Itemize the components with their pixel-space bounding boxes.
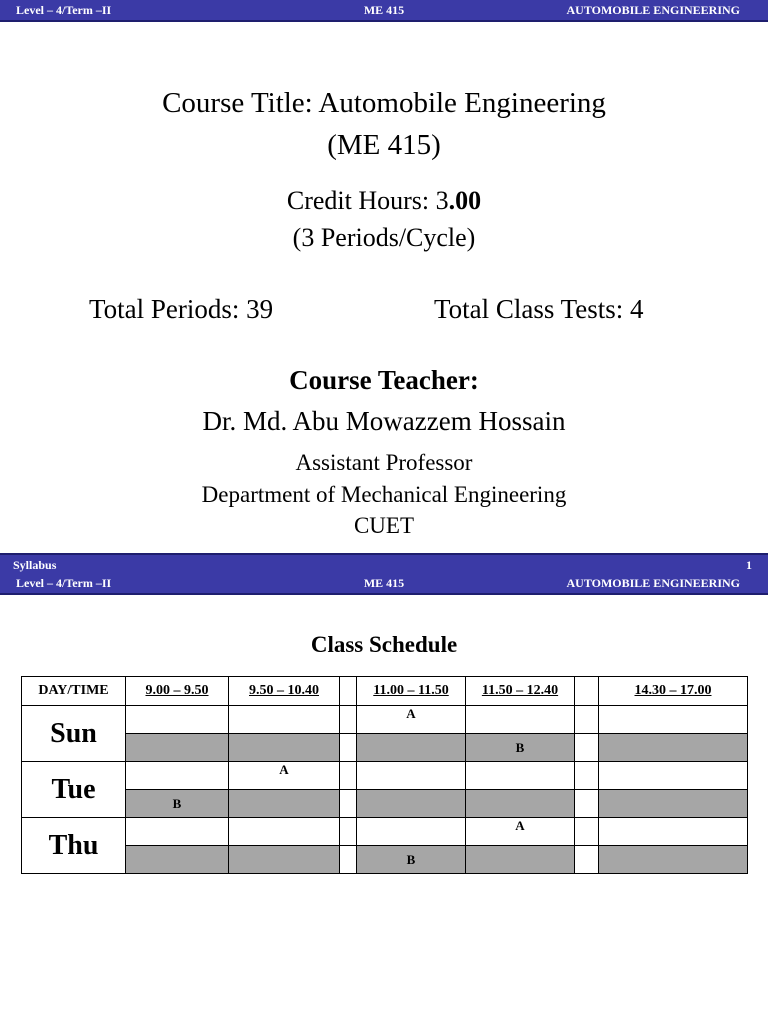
time-header (126, 677, 229, 706)
break-cell (340, 846, 357, 874)
schedule-row-tue-a (22, 762, 748, 790)
header-center: ME 415 (363, 3, 405, 17)
teacher-designation: Assistant Professor (295, 450, 473, 475)
schedule-title: Class Schedule (310, 632, 458, 657)
schedule-cell (599, 762, 748, 790)
schedule-cell: A (466, 818, 575, 846)
slide2-header-bar (0, 573, 768, 595)
class-schedule-table (21, 676, 748, 874)
schedule-cell (466, 762, 575, 790)
time-header (466, 677, 575, 706)
schedule-cell (126, 818, 229, 846)
break-cell (575, 734, 599, 762)
schedule-cell (229, 846, 340, 874)
schedule-cell (357, 790, 466, 818)
total-periods: Total Periods: 39 (89, 294, 274, 324)
break-cell (340, 818, 357, 846)
credit-hours (0, 185, 768, 217)
schedule-cell (126, 846, 229, 874)
break-cell (575, 677, 599, 706)
course-title-line1: Course Title: Automobile Engineering (162, 87, 606, 119)
day-label-tue: Tue (22, 762, 126, 818)
time-label: 11.00 – 11.50 (373, 683, 449, 698)
slide1-header-bar (0, 0, 768, 22)
header-left: Level – 4/Term –II (16, 576, 112, 590)
schedule-row-thu-a (22, 818, 748, 846)
course-teacher-heading: Course Teacher: (289, 365, 479, 395)
teacher-institution: CUET (353, 513, 415, 538)
schedule-row-sun-b (22, 734, 748, 762)
header-right: AUTOMOBILE ENGINEERING (566, 576, 740, 590)
page-number: 1 (746, 558, 752, 572)
schedule-cell (357, 734, 466, 762)
footer-left: Syllabus (13, 558, 57, 572)
break-cell (575, 762, 599, 790)
schedule-row-sun-a (22, 706, 748, 734)
schedule-cell (126, 706, 229, 734)
break-cell (575, 706, 599, 734)
schedule-cell: B (466, 734, 575, 762)
schedule-cell (466, 846, 575, 874)
day-label-sun: Sun (22, 706, 126, 762)
total-class-tests: Total Class Tests: 4 (434, 294, 644, 324)
header-left: Level – 4/Term –II (16, 3, 112, 17)
schedule-cell (599, 706, 748, 734)
course-title-line2: (ME 415) (327, 129, 441, 161)
time-label: 14.30 – 17.00 (634, 683, 712, 698)
corner-cell: DAY/TIME (22, 677, 126, 706)
time-label: 9.50 – 10.40 (249, 683, 319, 698)
break-cell (340, 790, 357, 818)
break-cell (340, 762, 357, 790)
schedule-cell (599, 790, 748, 818)
schedule-cell (599, 734, 748, 762)
schedule-cell: A (357, 706, 466, 734)
time-header (229, 677, 340, 706)
credit-hours-prefix: Credit Hours: 3 (286, 186, 449, 215)
schedule-row-thu-b (22, 846, 748, 874)
header-right: AUTOMOBILE ENGINEERING (566, 3, 740, 17)
break-cell (340, 706, 357, 734)
teacher-name: Dr. Md. Abu Mowazzem Hossain (202, 406, 566, 436)
schedule-header-row (22, 677, 748, 706)
credit-hours-decimal: .00 (448, 186, 482, 215)
break-cell (575, 790, 599, 818)
schedule-cell: A (229, 762, 340, 790)
schedule-row-tue-b (22, 790, 748, 818)
schedule-cell (229, 790, 340, 818)
periods-per-cycle: (3 Periods/Cycle) (292, 223, 476, 252)
break-cell (575, 818, 599, 846)
schedule-cell (466, 706, 575, 734)
schedule-cell (357, 762, 466, 790)
schedule-cell (229, 818, 340, 846)
schedule-cell (229, 706, 340, 734)
break-cell (340, 734, 357, 762)
schedule-cell (599, 846, 748, 874)
slide1-footer-bar (0, 553, 768, 573)
schedule-cell: B (126, 790, 229, 818)
schedule-cell (126, 762, 229, 790)
schedule-cell (126, 734, 229, 762)
time-header (357, 677, 466, 706)
day-label-thu: Thu (22, 818, 126, 874)
time-header (599, 677, 748, 706)
schedule-cell (599, 818, 748, 846)
time-label: 9.00 – 9.50 (145, 683, 209, 698)
schedule-cell (229, 734, 340, 762)
break-cell (340, 677, 357, 706)
header-center: ME 415 (363, 576, 405, 590)
schedule-cell (357, 818, 466, 846)
break-cell (575, 846, 599, 874)
schedule-cell: B (357, 846, 466, 874)
teacher-department: Department of Mechanical Engineering (201, 482, 567, 507)
schedule-cell (466, 790, 575, 818)
time-label: 11.50 – 12.40 (481, 683, 559, 698)
